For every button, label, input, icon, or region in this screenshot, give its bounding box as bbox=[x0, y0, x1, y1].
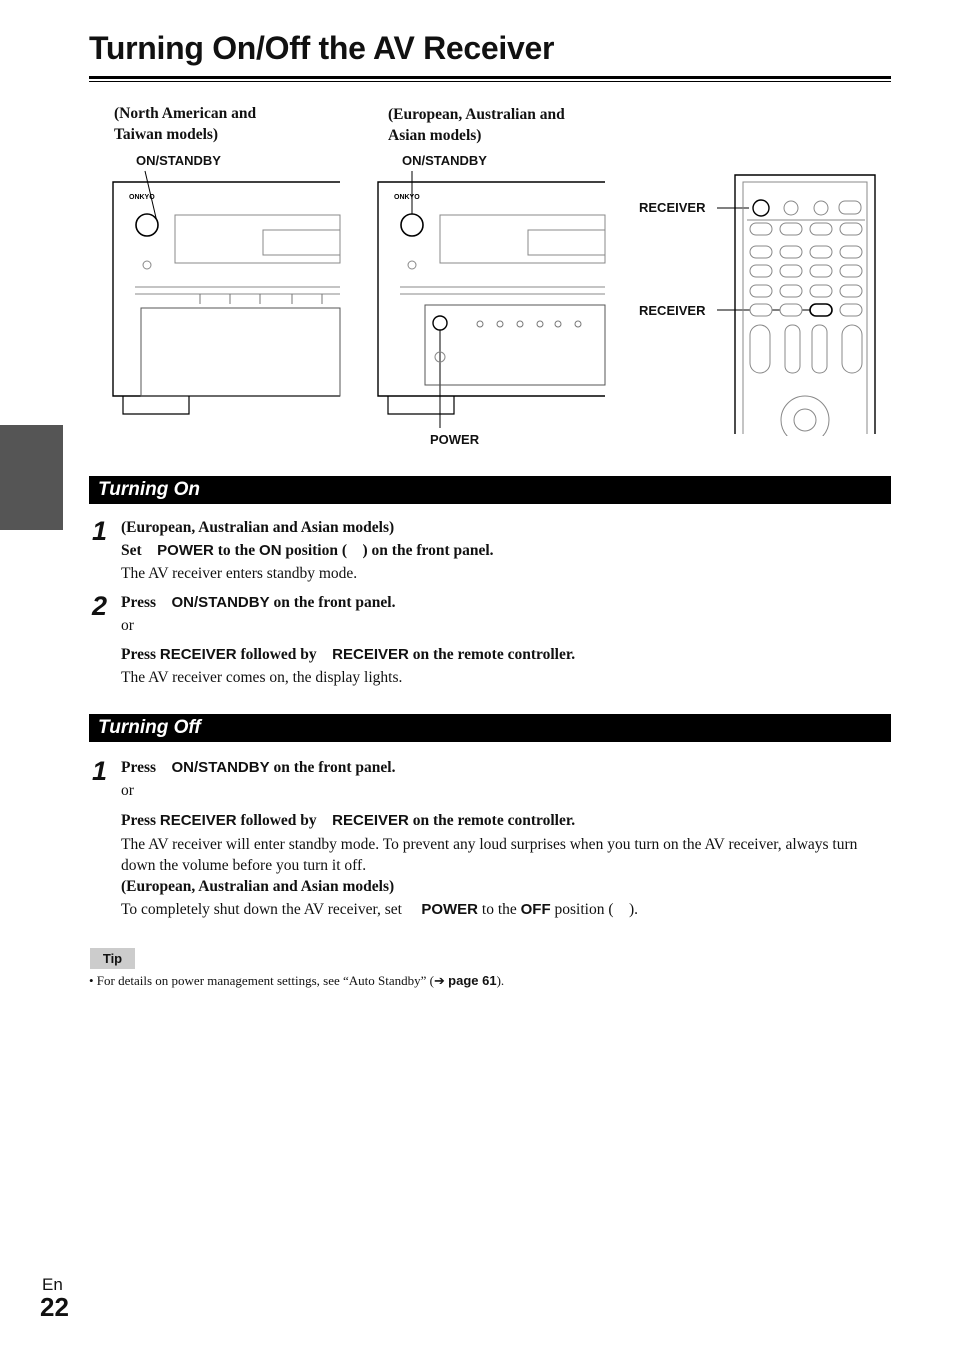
step-number: 1 bbox=[92, 516, 108, 546]
language-label: En bbox=[42, 1275, 63, 1294]
arrow-icon: ➔ bbox=[434, 973, 445, 988]
text-to-the: to the bbox=[217, 542, 256, 559]
label-receiver-mode: RECEIVER bbox=[639, 303, 706, 318]
text-followed-by: followed by bbox=[240, 646, 317, 663]
text-or: or bbox=[121, 782, 134, 799]
text-position: position ( bbox=[554, 901, 614, 918]
text-front-panel: ) on the front panel. bbox=[362, 542, 494, 559]
keyword-receiver: RECEIVER bbox=[159, 812, 237, 829]
keyword-power: POWER bbox=[421, 901, 479, 918]
text-press: Press bbox=[121, 759, 157, 776]
label-power: POWER bbox=[430, 432, 480, 447]
keyword-receiver: RECEIVER bbox=[332, 646, 409, 663]
title-rule bbox=[89, 76, 891, 79]
step-models-note: (European, Australian and Asian models) bbox=[121, 519, 395, 536]
text-press: Press bbox=[121, 646, 157, 663]
page-number: 22 bbox=[40, 1292, 69, 1322]
step-instruction bbox=[121, 542, 494, 560]
brand-logo-eu: ONKYO bbox=[394, 194, 420, 201]
front-panel-na-illustration bbox=[105, 170, 345, 420]
step-result: The AV receiver comes on, the display lights. bbox=[121, 669, 403, 686]
text-close: ). bbox=[629, 901, 639, 918]
step-number: 2 bbox=[92, 591, 108, 621]
caption-north-american: (North American and Taiwan models) bbox=[114, 105, 257, 143]
keyword-receiver: RECEIVER bbox=[332, 812, 409, 829]
title-rule-thin bbox=[89, 81, 891, 82]
text-or: or bbox=[121, 617, 134, 634]
text-remote: on the remote controller. bbox=[412, 812, 576, 829]
text-remote: on the remote controller. bbox=[412, 646, 576, 663]
step-shutdown-note bbox=[121, 901, 638, 919]
text-set: Set bbox=[121, 542, 142, 559]
step-result: The AV receiver enters standby mode. bbox=[121, 565, 358, 582]
step-instruction-alt bbox=[121, 646, 575, 664]
page-title: Turning On/Off the AV Receiver bbox=[89, 30, 555, 66]
tip-text bbox=[89, 973, 504, 989]
step-models-note: (European, Australian and Asian models) bbox=[121, 878, 395, 895]
front-panel-eu-illustration bbox=[370, 170, 610, 432]
text-press: Press bbox=[121, 594, 157, 611]
section-heading-turning-off: Turning Off bbox=[89, 714, 891, 742]
label-on-standby-na: ON/STANDBY bbox=[136, 153, 221, 168]
tip-text-before: • For details on power management settings, see “Auto Standby” ( bbox=[89, 973, 435, 988]
brand-logo: ONKYO bbox=[129, 194, 155, 201]
page-reference-link[interactable]: page 61 bbox=[448, 973, 497, 988]
text-front-panel: on the front panel. bbox=[273, 594, 396, 611]
step-result: The AV receiver will enter standby mode. To prevent any loud surprises when you turn on the AV receiver, always turn down the volume before you turn it off. bbox=[121, 836, 858, 874]
chapter-tab bbox=[0, 425, 63, 530]
text-press: Press bbox=[121, 812, 157, 829]
text-position: position ( bbox=[285, 542, 348, 559]
label-receiver-top: RECEIVER bbox=[639, 200, 706, 215]
keyword-receiver: RECEIVER bbox=[159, 646, 237, 663]
step-instruction-alt bbox=[121, 812, 575, 830]
step-instruction bbox=[121, 759, 395, 777]
keyword-off: OFF bbox=[520, 901, 551, 918]
section-heading-turning-on: Turning On bbox=[89, 476, 891, 504]
keyword-on: ON bbox=[259, 542, 282, 559]
keyword-on-standby: ON/STANDBY bbox=[171, 759, 270, 776]
caption-european: (European, Australian and Asian models) bbox=[388, 106, 565, 144]
label-on-standby-eu: ON/STANDBY bbox=[402, 153, 487, 168]
text-to-the: to the bbox=[481, 901, 517, 918]
tip-label: Tip bbox=[90, 948, 135, 969]
step-number: 1 bbox=[92, 756, 108, 786]
text-front-panel: on the front panel. bbox=[273, 759, 396, 776]
tip-text-after: ). bbox=[496, 973, 505, 988]
remote-control-illustration bbox=[715, 170, 885, 436]
keyword-on-standby: ON/STANDBY bbox=[171, 594, 270, 611]
text-shutdown: To completely shut down the AV receiver, set bbox=[121, 901, 402, 918]
keyword-power: POWER bbox=[157, 542, 214, 559]
text-followed-by: followed by bbox=[240, 812, 317, 829]
step-instruction bbox=[121, 594, 395, 612]
